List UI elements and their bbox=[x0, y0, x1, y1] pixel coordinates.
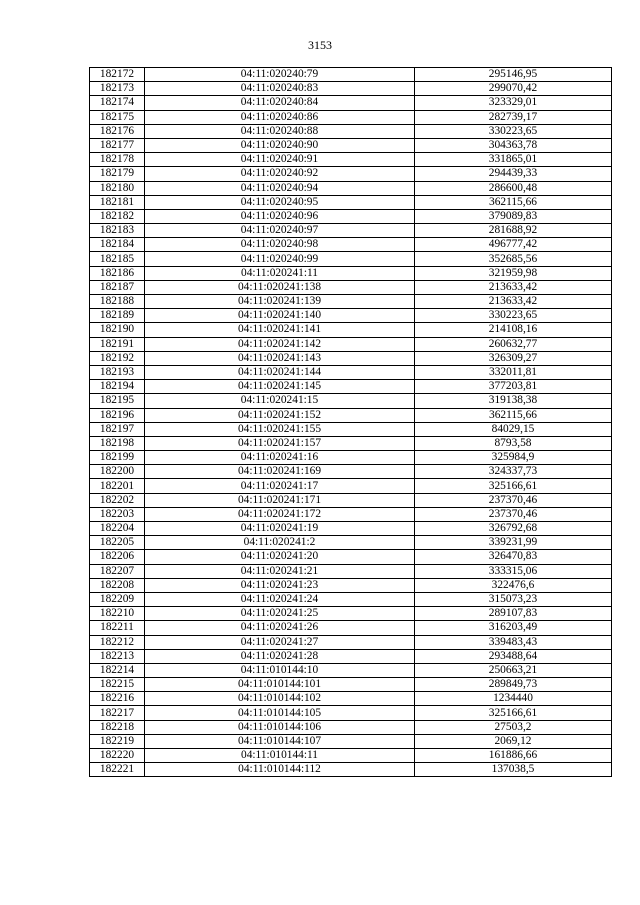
table-row bbox=[90, 323, 612, 337]
row-number-cell: 182198 bbox=[90, 436, 145, 450]
cadastral-number-cell: 04:11:020241:172 bbox=[145, 507, 415, 521]
cadastral-number-cell: 04:11:020241:152 bbox=[145, 408, 415, 422]
cadastral-number-cell: 04:11:020241:11 bbox=[145, 266, 415, 280]
row-number-cell: 182197 bbox=[90, 422, 145, 436]
table-row bbox=[90, 394, 612, 408]
table-row bbox=[90, 96, 612, 110]
table-row bbox=[90, 564, 612, 578]
value-cell: 330223,65 bbox=[415, 124, 612, 138]
value-cell: 339231,99 bbox=[415, 536, 612, 550]
value-cell: 332011,81 bbox=[415, 365, 612, 379]
table-row bbox=[90, 734, 612, 748]
row-number-cell: 182201 bbox=[90, 479, 145, 493]
table-row bbox=[90, 436, 612, 450]
cadastral-number-cell: 04:11:020241:26 bbox=[145, 621, 415, 635]
value-cell: 326792,68 bbox=[415, 522, 612, 536]
cadastral-number-cell: 04:11:010144:105 bbox=[145, 706, 415, 720]
row-number-cell: 182174 bbox=[90, 96, 145, 110]
table-row bbox=[90, 749, 612, 763]
cadastral-number-cell: 04:11:010144:102 bbox=[145, 692, 415, 706]
value-cell: 496777,42 bbox=[415, 238, 612, 252]
cadastral-number-cell: 04:11:020241:16 bbox=[145, 451, 415, 465]
value-cell: 377203,81 bbox=[415, 380, 612, 394]
table-row bbox=[90, 224, 612, 238]
table-row bbox=[90, 706, 612, 720]
row-number-cell: 182207 bbox=[90, 564, 145, 578]
row-number-cell: 182199 bbox=[90, 451, 145, 465]
cadastral-number-cell: 04:11:010144:10 bbox=[145, 663, 415, 677]
cadastral-number-cell: 04:11:020241:143 bbox=[145, 351, 415, 365]
table-row bbox=[90, 181, 612, 195]
row-number-cell: 182219 bbox=[90, 734, 145, 748]
value-cell: 27503,2 bbox=[415, 720, 612, 734]
cadastral-number-cell: 04:11:020241:23 bbox=[145, 578, 415, 592]
table-row bbox=[90, 209, 612, 223]
value-cell: 282739,17 bbox=[415, 110, 612, 124]
row-number-cell: 182208 bbox=[90, 578, 145, 592]
cadastral-number-cell: 04:11:020241:138 bbox=[145, 280, 415, 294]
row-number-cell: 182183 bbox=[90, 224, 145, 238]
row-number-cell: 182178 bbox=[90, 153, 145, 167]
table-row bbox=[90, 621, 612, 635]
table-row bbox=[90, 380, 612, 394]
cadastral-number-cell: 04:11:020241:171 bbox=[145, 493, 415, 507]
value-cell: 250663,21 bbox=[415, 663, 612, 677]
table-row bbox=[90, 195, 612, 209]
cadastral-number-cell: 04:11:020241:2 bbox=[145, 536, 415, 550]
cadastral-number-cell: 04:11:020241:28 bbox=[145, 649, 415, 663]
cadastral-number-cell: 04:11:020240:84 bbox=[145, 96, 415, 110]
cadastral-number-cell: 04:11:020241:27 bbox=[145, 635, 415, 649]
value-cell: 333315,06 bbox=[415, 564, 612, 578]
table-row bbox=[90, 451, 612, 465]
cadastral-number-cell: 04:11:010144:112 bbox=[145, 763, 415, 777]
cadastral-number-cell: 04:11:020240:91 bbox=[145, 153, 415, 167]
value-cell: 237370,46 bbox=[415, 493, 612, 507]
table-row bbox=[90, 692, 612, 706]
table-row bbox=[90, 124, 612, 138]
table-row bbox=[90, 493, 612, 507]
row-number-cell: 182203 bbox=[90, 507, 145, 521]
row-number-cell: 182202 bbox=[90, 493, 145, 507]
row-number-cell: 182172 bbox=[90, 68, 145, 82]
row-number-cell: 182220 bbox=[90, 749, 145, 763]
row-number-cell: 182180 bbox=[90, 181, 145, 195]
value-cell: 299070,42 bbox=[415, 82, 612, 96]
table-row bbox=[90, 607, 612, 621]
cadastral-number-cell: 04:11:020241:144 bbox=[145, 365, 415, 379]
row-number-cell: 182206 bbox=[90, 550, 145, 564]
cadastral-number-cell: 04:11:020241:145 bbox=[145, 380, 415, 394]
table-row bbox=[90, 82, 612, 96]
table-row bbox=[90, 465, 612, 479]
table-row bbox=[90, 337, 612, 351]
row-number-cell: 182200 bbox=[90, 465, 145, 479]
row-number-cell: 182212 bbox=[90, 635, 145, 649]
table-row bbox=[90, 763, 612, 777]
table-row bbox=[90, 479, 612, 493]
row-number-cell: 182209 bbox=[90, 592, 145, 606]
row-number-cell: 182217 bbox=[90, 706, 145, 720]
table-row bbox=[90, 507, 612, 521]
cadastral-number-cell: 04:11:020241:142 bbox=[145, 337, 415, 351]
row-number-cell: 182211 bbox=[90, 621, 145, 635]
value-cell: 362115,66 bbox=[415, 408, 612, 422]
table-row bbox=[90, 578, 612, 592]
cadastral-number-cell: 04:11:020240:98 bbox=[145, 238, 415, 252]
cadastral-number-cell: 04:11:020240:92 bbox=[145, 167, 415, 181]
row-number-cell: 182218 bbox=[90, 720, 145, 734]
cadastral-number-cell: 04:11:020241:15 bbox=[145, 394, 415, 408]
cadastral-number-cell: 04:11:020240:83 bbox=[145, 82, 415, 96]
cadastral-number-cell: 04:11:020241:21 bbox=[145, 564, 415, 578]
row-number-cell: 182192 bbox=[90, 351, 145, 365]
value-cell: 379089,83 bbox=[415, 209, 612, 223]
row-number-cell: 182179 bbox=[90, 167, 145, 181]
row-number-cell: 182214 bbox=[90, 663, 145, 677]
table-row bbox=[90, 252, 612, 266]
cadastral-number-cell: 04:11:020241:24 bbox=[145, 592, 415, 606]
value-cell: 324337,73 bbox=[415, 465, 612, 479]
table-row bbox=[90, 536, 612, 550]
table-row bbox=[90, 678, 612, 692]
value-cell: 237370,46 bbox=[415, 507, 612, 521]
table-row bbox=[90, 266, 612, 280]
cadastral-number-cell: 04:11:020241:20 bbox=[145, 550, 415, 564]
page-number: 3153 bbox=[308, 38, 332, 52]
row-number-cell: 182213 bbox=[90, 649, 145, 663]
value-cell: 325166,61 bbox=[415, 706, 612, 720]
value-cell: 339483,43 bbox=[415, 635, 612, 649]
table-row bbox=[90, 138, 612, 152]
row-number-cell: 182177 bbox=[90, 138, 145, 152]
value-cell: 213633,42 bbox=[415, 280, 612, 294]
row-number-cell: 182182 bbox=[90, 209, 145, 223]
table-row bbox=[90, 153, 612, 167]
row-number-cell: 182176 bbox=[90, 124, 145, 138]
value-cell: 1234440 bbox=[415, 692, 612, 706]
row-number-cell: 182190 bbox=[90, 323, 145, 337]
row-number-cell: 182184 bbox=[90, 238, 145, 252]
cadastral-number-cell: 04:11:010144:101 bbox=[145, 678, 415, 692]
value-cell: 137038,5 bbox=[415, 763, 612, 777]
row-number-cell: 182187 bbox=[90, 280, 145, 294]
cadastral-number-cell: 04:11:020241:169 bbox=[145, 465, 415, 479]
table-row bbox=[90, 295, 612, 309]
value-cell: 260632,77 bbox=[415, 337, 612, 351]
registry-table-body bbox=[90, 68, 612, 777]
cadastral-number-cell: 04:11:020240:99 bbox=[145, 252, 415, 266]
value-cell: 352685,56 bbox=[415, 252, 612, 266]
table-row bbox=[90, 365, 612, 379]
value-cell: 293488,64 bbox=[415, 649, 612, 663]
row-number-cell: 182204 bbox=[90, 522, 145, 536]
cadastral-number-cell: 04:11:010144:107 bbox=[145, 734, 415, 748]
cadastral-number-cell: 04:11:020240:88 bbox=[145, 124, 415, 138]
row-number-cell: 182191 bbox=[90, 337, 145, 351]
value-cell: 295146,95 bbox=[415, 68, 612, 82]
row-number-cell: 182221 bbox=[90, 763, 145, 777]
row-number-cell: 182173 bbox=[90, 82, 145, 96]
table-row bbox=[90, 238, 612, 252]
cadastral-number-cell: 04:11:020241:17 bbox=[145, 479, 415, 493]
value-cell: 281688,92 bbox=[415, 224, 612, 238]
table-row bbox=[90, 635, 612, 649]
value-cell: 315073,23 bbox=[415, 592, 612, 606]
cadastral-number-cell: 04:11:020240:95 bbox=[145, 195, 415, 209]
table-row bbox=[90, 663, 612, 677]
value-cell: 326470,83 bbox=[415, 550, 612, 564]
row-number-cell: 182216 bbox=[90, 692, 145, 706]
table-row bbox=[90, 309, 612, 323]
cadastral-number-cell: 04:11:020241:155 bbox=[145, 422, 415, 436]
row-number-cell: 182186 bbox=[90, 266, 145, 280]
value-cell: 214108,16 bbox=[415, 323, 612, 337]
table-row bbox=[90, 167, 612, 181]
cadastral-number-cell: 04:11:010144:11 bbox=[145, 749, 415, 763]
registry-table bbox=[89, 67, 612, 777]
table-row bbox=[90, 550, 612, 564]
row-number-cell: 182189 bbox=[90, 309, 145, 323]
cadastral-number-cell: 04:11:020240:79 bbox=[145, 68, 415, 82]
value-cell: 322476,6 bbox=[415, 578, 612, 592]
value-cell: 161886,66 bbox=[415, 749, 612, 763]
table-row bbox=[90, 110, 612, 124]
value-cell: 294439,33 bbox=[415, 167, 612, 181]
cadastral-number-cell: 04:11:020240:86 bbox=[145, 110, 415, 124]
value-cell: 286600,48 bbox=[415, 181, 612, 195]
value-cell: 330223,65 bbox=[415, 309, 612, 323]
value-cell: 323329,01 bbox=[415, 96, 612, 110]
value-cell: 8793,58 bbox=[415, 436, 612, 450]
value-cell: 325984,9 bbox=[415, 451, 612, 465]
cadastral-number-cell: 04:11:020241:157 bbox=[145, 436, 415, 450]
value-cell: 84029,15 bbox=[415, 422, 612, 436]
table-row bbox=[90, 522, 612, 536]
cadastral-number-cell: 04:11:020241:141 bbox=[145, 323, 415, 337]
value-cell: 289849,73 bbox=[415, 678, 612, 692]
row-number-cell: 182188 bbox=[90, 295, 145, 309]
table-row bbox=[90, 408, 612, 422]
row-number-cell: 182215 bbox=[90, 678, 145, 692]
table-row bbox=[90, 592, 612, 606]
row-number-cell: 182185 bbox=[90, 252, 145, 266]
row-number-cell: 182194 bbox=[90, 380, 145, 394]
row-number-cell: 182210 bbox=[90, 607, 145, 621]
value-cell: 362115,66 bbox=[415, 195, 612, 209]
cadastral-number-cell: 04:11:020240:90 bbox=[145, 138, 415, 152]
value-cell: 326309,27 bbox=[415, 351, 612, 365]
row-number-cell: 182175 bbox=[90, 110, 145, 124]
table-row bbox=[90, 422, 612, 436]
value-cell: 325166,61 bbox=[415, 479, 612, 493]
value-cell: 213633,42 bbox=[415, 295, 612, 309]
cadastral-number-cell: 04:11:020241:140 bbox=[145, 309, 415, 323]
value-cell: 319138,38 bbox=[415, 394, 612, 408]
value-cell: 2069,12 bbox=[415, 734, 612, 748]
row-number-cell: 182196 bbox=[90, 408, 145, 422]
row-number-cell: 182195 bbox=[90, 394, 145, 408]
row-number-cell: 182205 bbox=[90, 536, 145, 550]
cadastral-number-cell: 04:11:020241:139 bbox=[145, 295, 415, 309]
table-row bbox=[90, 68, 612, 82]
cadastral-number-cell: 04:11:020240:94 bbox=[145, 181, 415, 195]
cadastral-number-cell: 04:11:020241:19 bbox=[145, 522, 415, 536]
table-row bbox=[90, 351, 612, 365]
value-cell: 321959,98 bbox=[415, 266, 612, 280]
row-number-cell: 182181 bbox=[90, 195, 145, 209]
value-cell: 316203,49 bbox=[415, 621, 612, 635]
cadastral-number-cell: 04:11:020240:96 bbox=[145, 209, 415, 223]
cadastral-number-cell: 04:11:010144:106 bbox=[145, 720, 415, 734]
table-row bbox=[90, 720, 612, 734]
table-row bbox=[90, 280, 612, 294]
cadastral-number-cell: 04:11:020240:97 bbox=[145, 224, 415, 238]
value-cell: 331865,01 bbox=[415, 153, 612, 167]
value-cell: 304363,78 bbox=[415, 138, 612, 152]
cadastral-number-cell: 04:11:020241:25 bbox=[145, 607, 415, 621]
row-number-cell: 182193 bbox=[90, 365, 145, 379]
table-row bbox=[90, 649, 612, 663]
value-cell: 289107,83 bbox=[415, 607, 612, 621]
